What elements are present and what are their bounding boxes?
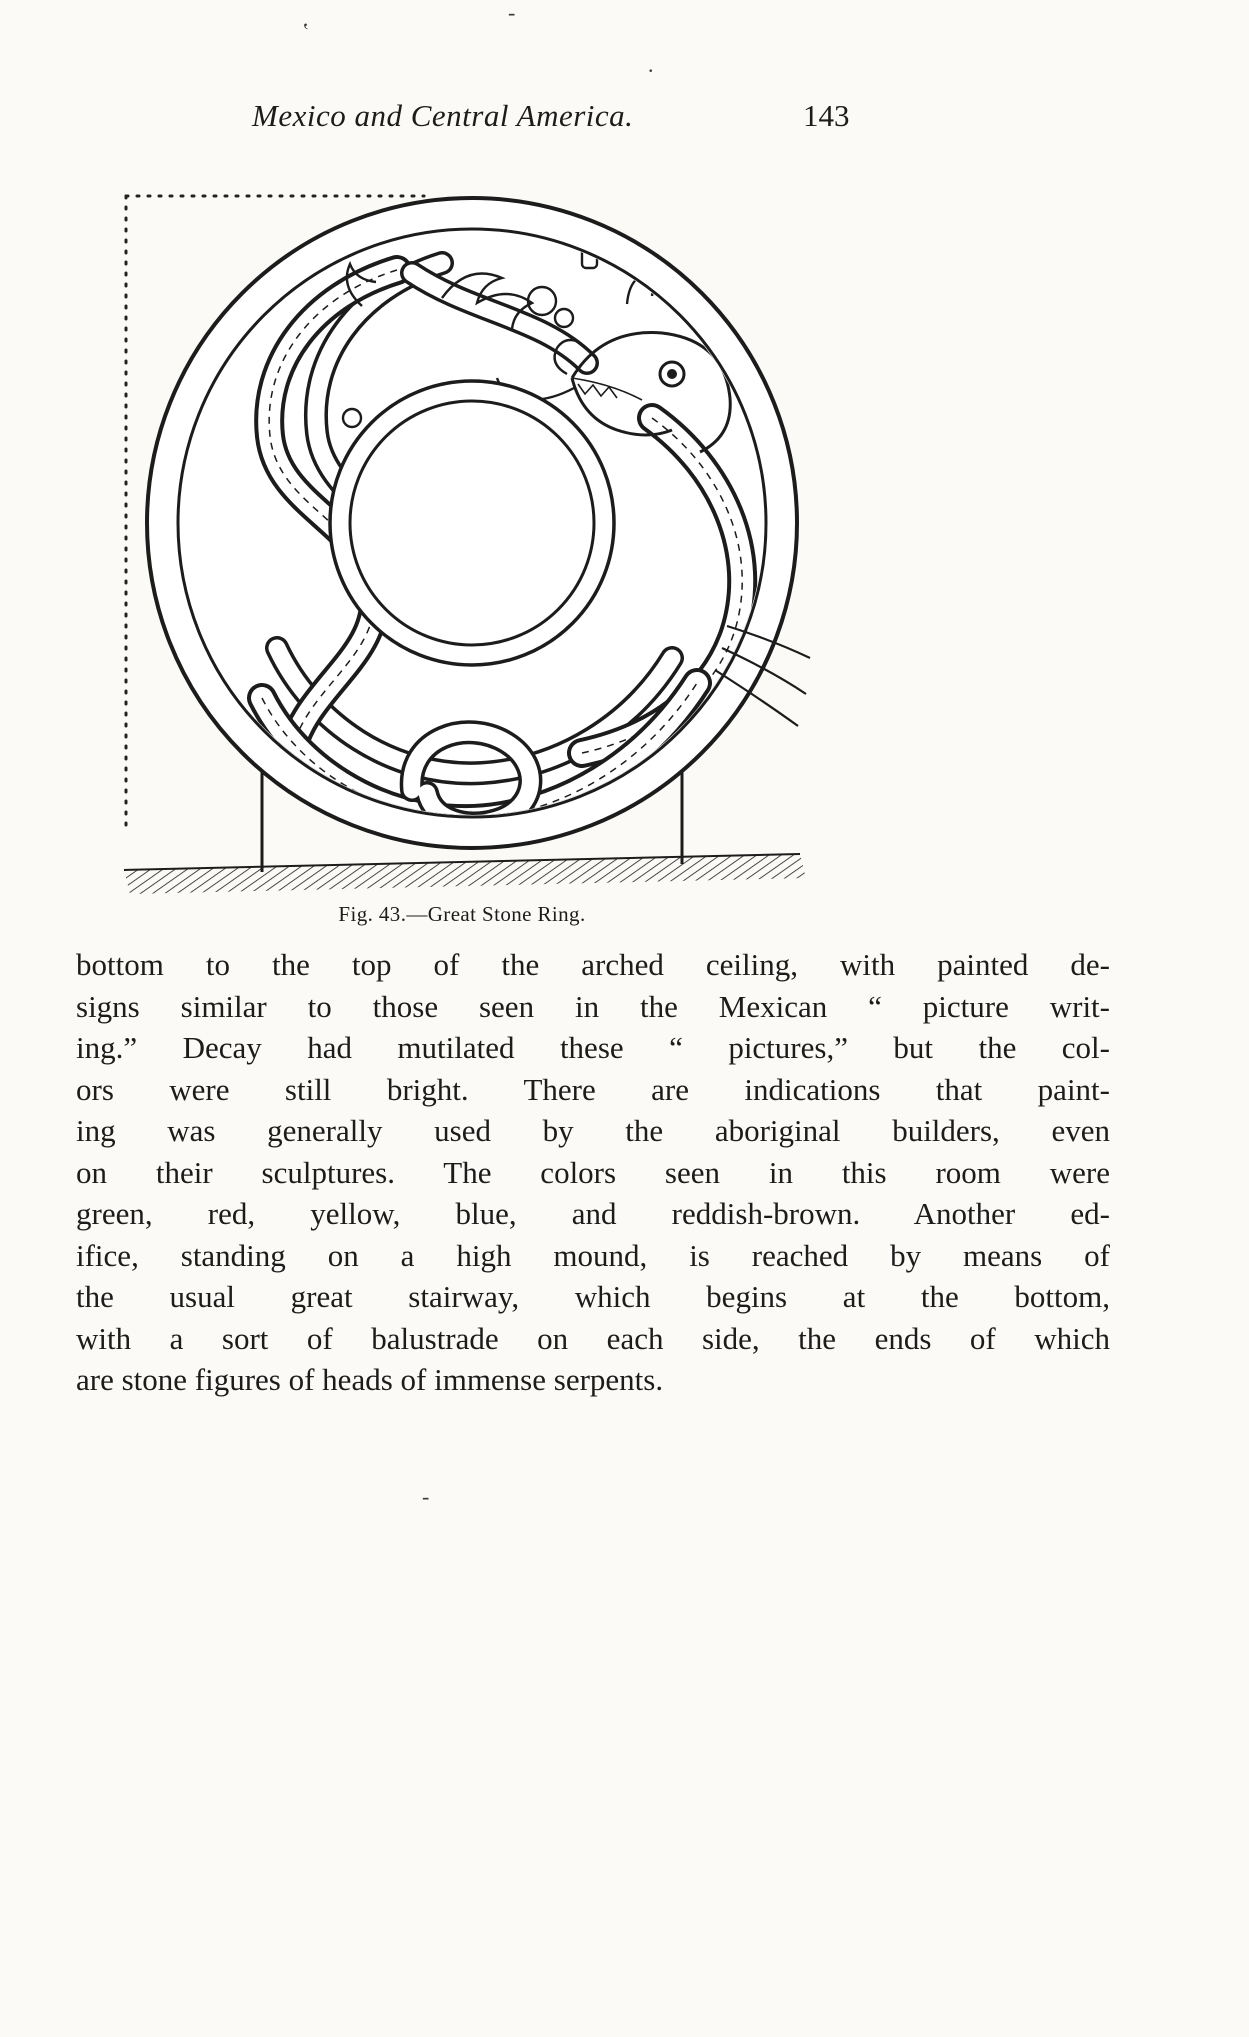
figure-great-stone-ring — [112, 178, 812, 900]
scan-artifact: - — [422, 1484, 430, 1509]
body-paragraph — [76, 944, 1110, 1401]
scan-artifact: - — [508, 0, 516, 25]
scan-artifact: ‛ — [302, 18, 310, 43]
body-line: ifice, standing on a high mound, is reached by means of — [76, 1237, 1110, 1273]
page-header — [0, 98, 1249, 142]
body-line: green, red, yellow, blue, and reddish-brown. Another ed- — [76, 1196, 1110, 1231]
scan-artifact: . — [648, 52, 654, 77]
body-line: ing was generally used by the aboriginal builders, even — [76, 1113, 1110, 1148]
body-line: with a sort of balustrade on each side, the ends of which — [76, 1320, 1110, 1356]
body-line: bottom to the top of the arched ceiling, with painted de- — [76, 947, 1110, 982]
page-number: 143 — [803, 98, 850, 133]
body-line: the usual great stairway, which begins at the bottom, — [76, 1279, 1110, 1314]
body-line: ing.” Decay had mutilated these “ pictures,” but the col- — [76, 1030, 1110, 1065]
ring-hole — [330, 381, 614, 665]
running-title: Mexico and Central America. — [252, 98, 634, 133]
body-line: on their sculptures. The colors seen in this room were — [76, 1154, 1110, 1190]
body-line: ors were still bright. There are indications that paint- — [76, 1071, 1110, 1107]
ground-hatching — [124, 854, 806, 894]
body-line: signs similar to those seen in the Mexican “ picture writ- — [76, 988, 1110, 1024]
body-line: are stone figures of heads of immense serpents. — [76, 1362, 664, 1397]
stone-ring-engraving — [112, 178, 812, 900]
figure-caption: Fig. 43.—Great Stone Ring. — [338, 902, 586, 926]
